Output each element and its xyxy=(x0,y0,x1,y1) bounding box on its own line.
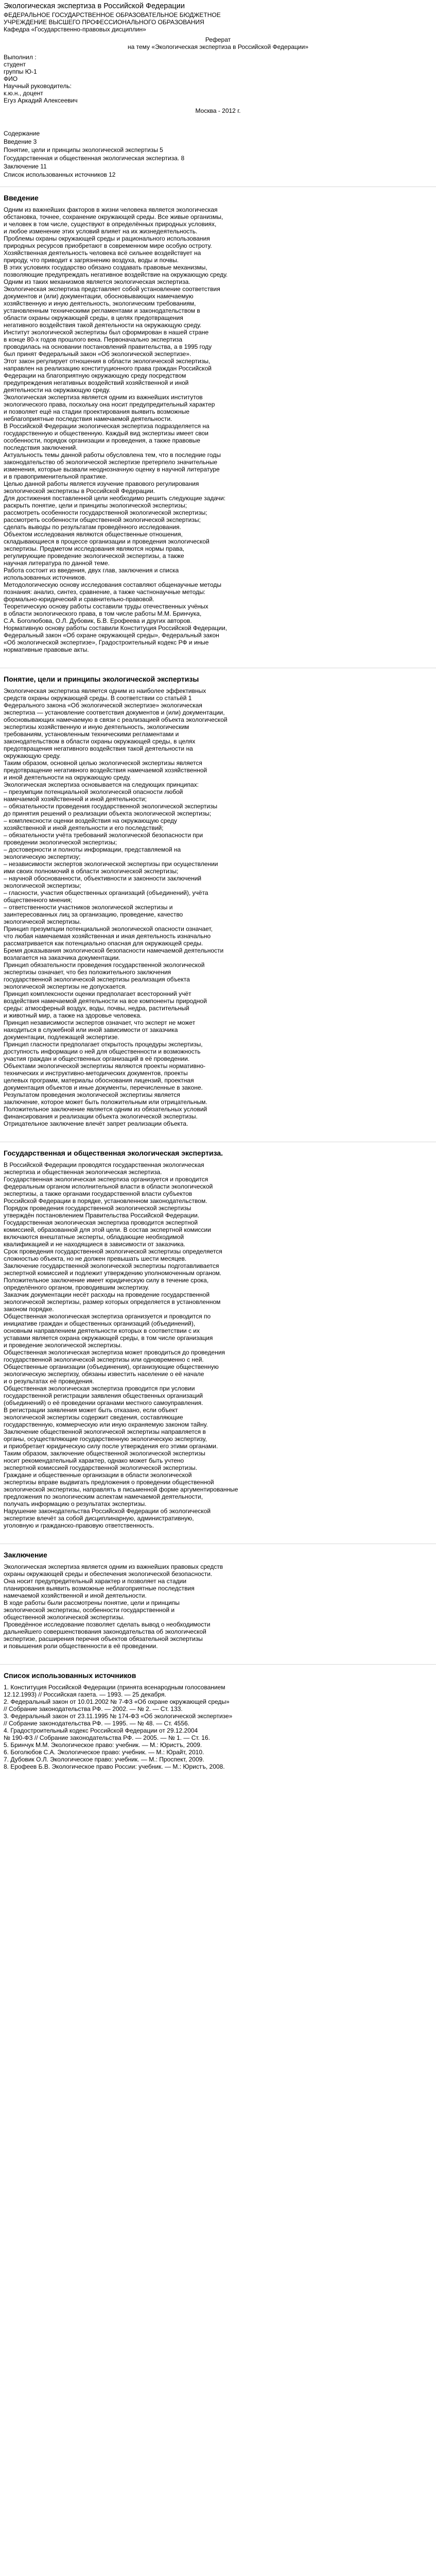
paragraph-line: позволяющие предупреждать негативное воздействие на окружающую среду. xyxy=(4,271,228,278)
paragraph-line: и иной деятельности на окружающую среду. xyxy=(4,774,131,781)
paragraph-line: установленным техническими регламентами и законодательством в xyxy=(4,307,200,314)
toc-heading: Содержание xyxy=(4,130,40,137)
paragraph-line: Методологическую основу исследования составляют общенаучные методы xyxy=(4,581,221,588)
paragraph-line: Экологическая экспертиза представляет собой установление соответствия xyxy=(4,285,220,293)
paragraph-line: общественной экологической экспертизы. xyxy=(4,1614,125,1621)
paragraph-line: Российской Федерации в порядке, установленном законодательством. xyxy=(4,1197,207,1205)
paragraph-line: Нормативную основу работы составили Конституция Российской Федерации, xyxy=(4,624,228,632)
paragraph-line: экспертизе, расширения перечня объектов обязательной экспертизы xyxy=(4,1635,203,1642)
paragraph-line: и повышения роли общественности в её проведении. xyxy=(4,1642,158,1650)
paragraph-line: Экологическая экспертиза является одним из важнейших институтов xyxy=(4,394,203,401)
paragraph-line: средств охраны окружающей среды. В соответствии со статьёй 1 xyxy=(4,694,192,702)
paragraph-line: Заключение государственной экологической экспертизы подготавливается xyxy=(4,1262,219,1269)
toc-item: Введение 3 xyxy=(4,138,37,145)
paragraph-line: // Собрание законодательства РФ. — 2002. — № 2. — Ст. 133. xyxy=(4,1705,183,1713)
paragraph-line: уголовную и гражданско-правовую ответственность. xyxy=(4,1522,154,1529)
paragraph-line: Таким образом, основной целью экологической экспертизы является xyxy=(4,759,202,767)
paragraph-line: экологической экспертизы в Российской Федерации. xyxy=(4,487,155,495)
institution-line: Кафедра «Государственно-правовых дисциплин» xyxy=(4,26,146,33)
paragraph-line: Принцип гласности предполагает открытость процедуры экспертизы, xyxy=(4,1041,203,1048)
paragraph-line: природу, что приводит к загрязнению воздуха, воды и почвы. xyxy=(4,257,179,264)
paragraph-line: рассматривается как потенциально опасная для окружающей среды. xyxy=(4,940,203,947)
paragraph-line: – обязательности проведения государственной экологической экспертизы xyxy=(4,803,218,810)
paragraph-line: экспертной комиссией государственной экологической экспертизы. xyxy=(4,1464,198,1471)
paragraph-line: Принцип обязательности проведения государственной экологической xyxy=(4,961,205,969)
paragraph-line: Целью данной работы является изучение правового регулирования xyxy=(4,480,199,487)
section-divider xyxy=(0,1664,436,1665)
paragraph-line: Проведённое исследование позволяет сделать вывод о необходимости xyxy=(4,1621,211,1628)
paragraph-line: № 190-ФЗ // Собрание законодательства РФ. — 2005. — № 1. — Ст. 16. xyxy=(4,1734,210,1741)
paragraph-line: Федерального закона «Об экологической экспертизе» экологическая xyxy=(4,702,202,709)
paragraph-line: 3. Федеральный закон от 23.11.1995 № 174-ФЗ «Об экологической экспертизе» xyxy=(4,1713,233,1720)
toc-item: Понятие, цели и принципы экологической экспертизы 5 xyxy=(4,146,163,154)
paragraph-line: нормативные правовые акты. xyxy=(4,646,89,653)
paragraph-line: Общественная экологическая экспертиза проводится при условии xyxy=(4,1385,195,1392)
paragraph-line: экологическую экспертизу, обязаны известить население о её начале xyxy=(4,1370,204,1378)
paragraph-line: планирования выявить возможные неблагоприятные последствия xyxy=(4,1585,195,1592)
paragraph-line: 5. Бринчук М.М. Экологическое право: учебник. — М.: Юристъ, 2009. xyxy=(4,1741,202,1749)
paragraph-line: Объектами экологической экспертизы являются проекты нормативно- xyxy=(4,1062,206,1070)
paragraph-line: экспертизе влечёт за собой дисциплинарную, административную, xyxy=(4,1515,194,1522)
paragraph-line: особенности, порядок организации и проведения, а также правовые xyxy=(4,437,200,444)
paragraph-line: экспертизы, а также органами государственной власти субъектов xyxy=(4,1190,193,1197)
paragraph-line: государственной экологической экспертизы реализация объекта xyxy=(4,976,190,983)
institution-line: УЧРЕЖДЕНИЕ ВЫСШЕГО ПРОФЕССИОНАЛЬНОГО ОБРАЗОВАНИЯ xyxy=(4,19,204,26)
paragraph-line: области охраны окружающей среды, в целях предотвращения xyxy=(4,314,183,321)
paragraph-line: экологической экспертизы. xyxy=(4,918,81,925)
paragraph-line: государственную и общественную. Каждый вид экспертизы имеет свои xyxy=(4,430,208,437)
paragraph-line: негативного воздействия такой деятельности на окружающую среду. xyxy=(4,321,202,329)
paragraph-line: Экологическая экспертиза основывается на следующих принципах: xyxy=(4,781,199,788)
paragraph-line: законодательством в области охраны окружающей среды, в целях xyxy=(4,738,196,745)
paragraph-line: органы, осуществляющие государственную экологическую экспертизу, xyxy=(4,1435,207,1443)
paragraph-line: государственную, коммерческую или иную охраняемую законом тайну. xyxy=(4,1421,208,1428)
paragraph-line: экспертиза и общественная экологическая экспертиза. xyxy=(4,1168,162,1176)
paragraph-line: «Об экологической экспертизе», Градостроительный кодекс РФ и иные xyxy=(4,639,209,646)
paragraph-line: проводилась на основании постановлений правительства, а в 1995 году xyxy=(4,343,212,350)
paragraph-line: документов и (или) документации, обосновывающих намечаемую xyxy=(4,293,194,300)
paragraph-line: Порядок проведения государственной экологической экспертизы xyxy=(4,1205,191,1212)
paragraph-line: в конце 80-х годов прошлого века. Первоначально экспертиза xyxy=(4,336,183,343)
toc-item: Государственная и общественная экологическая экспертиза. 8 xyxy=(4,155,185,162)
section-heading: Список использованных источников xyxy=(4,1671,136,1680)
paragraph-line: законом порядке. xyxy=(4,1306,54,1313)
paragraph-line: Этот закон регулирует отношения в области экологической экспертизы, xyxy=(4,358,211,365)
paragraph-line: Проблемы охраны окружающей среды и рационального использования xyxy=(4,235,210,242)
paragraph-line: 1. Конституция Российской Федерации (принята всенародным голосованием xyxy=(4,1684,225,1691)
paragraph-line: и любое изменение этих условий влияет на их жизнедеятельность. xyxy=(4,228,198,235)
paragraph-line: федеральным органом исполнительной власти в области экологической xyxy=(4,1183,213,1190)
paragraph-line: С.А. Боголюбова, О.Л. Дубовик, Б.В. Ерофеева и других авторов. xyxy=(4,617,192,624)
paragraph-line: среды: атмосферный воздух, воды, почвы, недра, растительный xyxy=(4,1005,189,1012)
paragraph-line: Общественные организации (объединения), организующие общественную xyxy=(4,1363,219,1370)
paragraph-line: научная литература по данной теме. xyxy=(4,560,110,567)
paragraph-line: квалификацией и не находящиеся в зависимости от заказчика. xyxy=(4,1241,185,1248)
paragraph-line: Государственная экологическая экспертиза организуется и проводится xyxy=(4,1176,208,1183)
paragraph-line: и проведение экологической экспертизы. xyxy=(4,1342,123,1349)
paragraph-line: обосновывающих намечаемую в связи с реализацией объекта экологической xyxy=(4,716,228,723)
paragraph-line: использованных источников. xyxy=(4,574,86,581)
author-line: группы Ю-1 xyxy=(4,68,37,75)
paragraph-line: неблагоприятные последствия намечаемой деятельности. xyxy=(4,415,172,422)
paragraph-line: включаются внештатные эксперты, обладающие необходимой xyxy=(4,1233,184,1241)
paragraph-line: Граждане и общественные организации в области экологической xyxy=(4,1471,192,1479)
paragraph-line: познания: анализ, синтез, сравнение, а также частнонаучные методы: xyxy=(4,588,206,596)
paragraph-line: 4. Градостроительный кодекс Российской Федерации от 29.12.2004 xyxy=(4,1727,198,1734)
paragraph-line: и приобретает юридическую силу после утверждения его этими органами. xyxy=(4,1443,218,1450)
paragraph-line: государственной регистрации заявления общественных организаций xyxy=(4,1392,203,1399)
paragraph-line: экспертизы вправе выдвигать предложения о проведении общественной xyxy=(4,1479,214,1486)
paragraph-line: Бремя доказывания экологической безопасности намечаемой деятельности xyxy=(4,947,224,954)
paragraph-line: экологической экспертизы не допускается. xyxy=(4,983,127,990)
paragraph-line: участия граждан и общественных организаций в её проведении. xyxy=(4,1055,190,1062)
paragraph-line: Актуальность темы данной работы обусловлена тем, что в последние годы xyxy=(4,451,221,459)
paragraph-line: и о результатах её проведения. xyxy=(4,1378,94,1385)
paragraph-line: заинтересованных лиц за организацию, проведение, качество xyxy=(4,911,183,918)
city-year: Москва - 2012 г. xyxy=(195,107,241,114)
paragraph-line: дальнейшего совершенствования законодательства об экологической xyxy=(4,1628,206,1635)
author-line: студент xyxy=(4,61,26,68)
paragraph-line: окружающую среду. xyxy=(4,752,61,759)
paragraph-line: изменения, которые вызвали неоднозначную оценку в научной литературе xyxy=(4,466,220,473)
paragraph-line: (объединений) о её проведении органами местного самоуправления. xyxy=(4,1399,203,1406)
paragraph-line: и животный мир, а также на здоровье человека. xyxy=(4,1012,142,1019)
paragraph-line: Нарушение законодательства Российской Федерации об экологической xyxy=(4,1507,211,1515)
paragraph-line: экологического права, поскольку она носит предупредительный характер xyxy=(4,401,215,408)
paragraph-line: воздействия намечаемой деятельности на все компоненты природной xyxy=(4,997,207,1005)
paragraph-line: был принят Федеральный закон «Об экологической экспертизе». xyxy=(4,350,191,358)
paragraph-line: предупреждения негативных воздействий хозяйственной и иной xyxy=(4,379,189,386)
paragraph-line: Заказчик документации несёт расходы на проведение государственной xyxy=(4,1291,210,1298)
paragraph-line: Работа состоит из введения, двух глав, заключения и списка xyxy=(4,567,179,574)
paragraph-line: комиссией, образованной для этой цели. В состав экспертной комиссии xyxy=(4,1226,211,1233)
paragraph-line: ими своих полномочий в области экологической экспертизы; xyxy=(4,868,179,875)
paragraph-line: раскрыть понятие, цели и принципы экологической экспертизы; xyxy=(4,502,187,509)
paragraph-line: доступность информации о ней для общественности и возможность xyxy=(4,1048,201,1055)
paragraph-line: последствия заключений. xyxy=(4,444,78,451)
document-title: Экологическая экспертиза в Российской Федерации xyxy=(4,2,185,10)
paragraph-line: экспертиза — установление соответствия документов и (или) документации, xyxy=(4,709,225,716)
author-line: к.ю.н., доцент xyxy=(4,90,43,97)
paragraph-line: Положительное заключение имеет юридическую силу в течение срока, xyxy=(4,1277,209,1284)
paragraph-line: экологическую экспертизу; xyxy=(4,853,81,860)
paragraph-line: Общественная экологическая экспертиза может проводиться до проведения xyxy=(4,1349,225,1356)
paragraph-line: носит рекомендательный характер, однако может быть учтено xyxy=(4,1457,184,1464)
paragraph-line: Она носит предупредительный характер и позволяет на стадии xyxy=(4,1578,187,1585)
paragraph-line: В Российской Федерации проводятся государственная экологическая xyxy=(4,1161,204,1168)
paragraph-line: Принцип презумпции потенциальной экологической опасности означает, xyxy=(4,925,213,933)
paragraph-line: Срок проведения государственной экологической экспертизы определяется xyxy=(4,1248,222,1255)
paragraph-line: 2. Федеральный закон от 10.01.2002 № 7-ФЗ «Об охране окружающей среды» xyxy=(4,1698,230,1705)
paragraph-line: и человек в том числе, существуют в определённых природных условиях, xyxy=(4,221,217,228)
paragraph-line: Теоретическую основу работы составили труды отечественных учёных xyxy=(4,603,208,610)
paragraph-line: Экологическая экспертиза является одним из наиболее эффективных xyxy=(4,687,206,694)
paragraph-line: экологической экспертизы, размер которых определяется в установленном xyxy=(4,1298,221,1306)
paragraph-line: деятельности на окружающую среду. xyxy=(4,386,111,394)
paragraph-line: В ходе работы были рассмотрены понятие, цели и принципы xyxy=(4,1599,180,1606)
paragraph-line: хозяйственной и иной деятельности и его последствий; xyxy=(4,824,164,832)
paragraph-line: требованиям, установленным техническими регламентами и xyxy=(4,731,179,738)
paragraph-line: инициативе граждан и общественных организаций (объединений), xyxy=(4,1320,196,1327)
paragraph-line: 8. Ерофеев Б.В. Экологическое право России: учебник. — М.: Юристъ, 2008. xyxy=(4,1763,225,1770)
author-line: Выполнил : xyxy=(4,54,37,61)
paragraph-line: документации, подлежащей экспертизе. xyxy=(4,1033,119,1041)
paragraph-line: рассмотреть особенности общественной экологической экспертизы; xyxy=(4,516,201,523)
paragraph-line: – независимости экспертов экологической экспертизы при осуществлении xyxy=(4,860,218,868)
author-line: Егуз Аркадий Алексеевич xyxy=(4,97,78,104)
paragraph-line: экспертизы хозяйственную и иную деятельность, экологическим xyxy=(4,723,189,731)
paragraph-line: предотвращения негативного воздействия такой деятельности на xyxy=(4,745,193,752)
paragraph-line: заключение, которое может быть положительным или отрицательным. xyxy=(4,1098,207,1106)
paragraph-line: – гласности, участия общественных организаций (объединений), учёта xyxy=(4,889,208,896)
paragraph-line: 7. Дубовик О.Л. Экологическое право: учебник. — М.: Проспект, 2009. xyxy=(4,1756,204,1763)
section-heading: Понятие, цели и принципы экологической экспертизы xyxy=(4,675,199,683)
paragraph-line: 6. Боголюбов С.А. Экологическое право: учебник. — М.: Юрайт, 2010. xyxy=(4,1749,204,1756)
paragraph-line: получать информацию о результатах экспертизы. xyxy=(4,1500,147,1507)
paragraph-line: уставами является охрана окружающей среды, в том числе организация xyxy=(4,1334,213,1342)
paragraph-line: складывающиеся в процессе организации и проведения экологической xyxy=(4,538,210,545)
paragraph-line: – достоверности и полноты информации, представляемой на xyxy=(4,846,181,853)
section-heading: Государственная и общественная экологическая экспертиза. xyxy=(4,1149,223,1157)
paragraph-line: направлен на реализацию конституционного права граждан Российской xyxy=(4,365,212,372)
paragraph-line: – комплексности оценки воздействия на окружающую среду xyxy=(4,817,177,824)
paragraph-line: обстановка, точнее, сохранение окружающей среды. Все живые организмы, xyxy=(4,213,223,221)
paragraph-line: экологической экспертизы, направлять в письменной форме аргументированные xyxy=(4,1486,238,1493)
paragraph-line: охраны окружающей среды и обеспечения экологической безопасности. xyxy=(4,1570,213,1578)
paragraph-line: 12.12.1993) // Российская газета. — 1993. — 25 декабря. xyxy=(4,1691,166,1698)
paragraph-line: и в правоприменительной практике. xyxy=(4,473,108,480)
paragraph-line: – научной обоснованности, объективности и законности заключений xyxy=(4,875,202,882)
paragraph-line: технических и инструктивно-методических документов, проекты xyxy=(4,1070,188,1077)
paragraph-line: Экологическая экспертиза является одним из важнейших правовых средств xyxy=(4,1563,223,1570)
paragraph-line: В Российской Федерации экологическая экспертиза подразделяется на xyxy=(4,422,210,430)
paragraph-line: находиться в служебной или иной зависимости от заказчика xyxy=(4,1026,178,1033)
paragraph-line: Заключение общественной экологической экспертизы направляется в xyxy=(4,1428,206,1435)
paragraph-line: Принцип независимости экспертов означает, что эксперт не может xyxy=(4,1019,196,1026)
paragraph-line: в области экологического права, в том числе работы М.М. Бринчука, xyxy=(4,610,202,617)
paragraph-line: проведении экологической экспертизы; xyxy=(4,839,117,846)
paragraph-line: что любая намечаемая хозяйственная и иная деятельность изначально xyxy=(4,933,211,940)
paragraph-line: // Собрание законодательства РФ. — 1995. — № 48. — Ст. 4556. xyxy=(4,1720,189,1727)
paragraph-line: документация объектов и иные документы, перечисленные в законе. xyxy=(4,1084,203,1091)
paragraph-line: Одним из важнейших факторов в жизни человека является экологическая xyxy=(4,206,218,213)
toc-item: Список использованных источников 12 xyxy=(4,171,116,178)
paragraph-line: экспертизы означает, что без положительного заключения xyxy=(4,969,171,976)
paragraph-line: Федерации на благоприятную окружающую среду посредством xyxy=(4,372,186,379)
paragraph-line: – ответственности участников экологической экспертизы и xyxy=(4,904,173,911)
paragraph-line: предложения по экологическим аспектам намечаемой деятельности, xyxy=(4,1493,203,1500)
institution-line: ФЕДЕРАЛЬНОЕ ГОСУДАРСТВЕННОЕ ОБРАЗОВАТЕЛЬНОЕ БЮДЖЕТНОЕ xyxy=(4,11,221,19)
paragraph-line: Общественная экологическая экспертиза организуется и проводится по xyxy=(4,1313,211,1320)
paragraph-line: Отрицательное заключение влечёт запрет реализации объекта. xyxy=(4,1120,188,1127)
paragraph-line: Федеральный закон «Об охране окружающей среды», Федеральный закон xyxy=(4,632,219,639)
paragraph-line: – презумпции потенциальной экологической опасности любой xyxy=(4,788,183,795)
paragraph-line: Объектом исследования являются общественные отношения, xyxy=(4,531,183,538)
paragraph-line: природных ресурсов приобретают в современном мире особую остроту. xyxy=(4,242,212,249)
paragraph-line: целевых программ, материалы обоснования лицензий, проектная xyxy=(4,1077,194,1084)
paragraph-line: Принцип комплексности оценки предполагает всесторонний учёт xyxy=(4,990,191,997)
paragraph-line: до принятия решений о реализации объекта экологической экспертизы; xyxy=(4,810,212,817)
paragraph-line: формально-юридический и сравнительно-правовой. xyxy=(4,596,154,603)
paragraph-line: намечаемой хозяйственной и иной деятельности. xyxy=(4,1592,147,1599)
author-line: ФИО xyxy=(4,75,18,82)
paragraph-line: намечаемой хозяйственной и иной деятельности; xyxy=(4,795,147,803)
paragraph-line: экологической экспертизы, особенности государственной и xyxy=(4,1606,175,1614)
paragraph-line: основным направлением деятельности которых в соответствии с их xyxy=(4,1327,200,1334)
paragraph-line: – обязательности учёта требований экологической безопасности при xyxy=(4,832,203,839)
paragraph-line: законодательство об экологической экспертизе претерпело значительные xyxy=(4,459,218,466)
paragraph-line: сложностью объекта, но не должен превышать шести месяцев. xyxy=(4,1255,187,1262)
paragraph-line: Хозяйственная деятельность человека всё сильнее воздействует на xyxy=(4,249,201,257)
paragraph-line: В регистрации заявления может быть отказано, если объект xyxy=(4,1406,178,1414)
referat-line: на тему «Экологическая экспертиза в Российской Федерации» xyxy=(128,43,308,50)
paragraph-line: экологической экспертизы содержит сведения, составляющие xyxy=(4,1414,183,1421)
paragraph-line: Результатом проведения экологической экспертизы является xyxy=(4,1091,180,1098)
paragraph-line: и позволяет ещё на стадии проектирования выявить возможные xyxy=(4,408,190,415)
paragraph-line: рассмотреть особенности государственной экологической экспертизы; xyxy=(4,509,207,516)
paragraph-line: регулирующие проведение экологической экспертизы, а также xyxy=(4,552,184,560)
paragraph-line: Таким образом, заключение общественной экологической экспертизы xyxy=(4,1450,205,1457)
paragraph-line: экологической экспертизы; xyxy=(4,882,81,889)
paragraph-line: хозяйственную и иную деятельность, экологическим требованиям, xyxy=(4,300,196,307)
paragraph-line: утверждён постановлением Правительства Российской Федерации. xyxy=(4,1212,200,1219)
section-heading: Заключение xyxy=(4,1551,47,1559)
paragraph-line: Одним из таких механизмов является экологическая экспертиза. xyxy=(4,278,190,285)
paragraph-line: финансирования и реализации объекта экологической экспертизы. xyxy=(4,1113,198,1120)
paragraph-line: государственной экологической экспертизы или одновременно с ней. xyxy=(4,1356,204,1363)
paragraph-line: общественного мнения; xyxy=(4,896,73,904)
referat-line: Реферат xyxy=(205,36,231,43)
paragraph-line: Для достижения поставленной цели необходимо решить следующие задачи: xyxy=(4,495,226,502)
author-line: Научный руководитель: xyxy=(4,82,72,90)
section-heading: Введение xyxy=(4,194,39,202)
paragraph-line: возлагается на заказчика документации. xyxy=(4,954,120,961)
toc-item: Заключение 11 xyxy=(4,163,47,170)
paragraph-line: определённого органом, проводившим экспертизу. xyxy=(4,1284,149,1291)
paragraph-line: Институт экологической экспертизы был сформирован в нашей стране xyxy=(4,329,209,336)
paragraph-line: Положительное заключение является одним из обязательных условий xyxy=(4,1106,207,1113)
paragraph-line: Государственная экологическая экспертиза проводится экспертной xyxy=(4,1219,198,1226)
paragraph-line: В этих условиях государство обязано создавать правовые механизмы, xyxy=(4,264,207,271)
paragraph-line: сделать выводы по результатам проведённого исследования. xyxy=(4,523,181,531)
paragraph-line: экспертизы. Предметом исследования являются нормы права, xyxy=(4,545,185,552)
paragraph-line: предотвращение негативного воздействия намечаемой хозяйственной xyxy=(4,767,207,774)
paragraph-line: экспертной комиссией и подлежит утверждению уполномоченным органом. xyxy=(4,1269,222,1277)
